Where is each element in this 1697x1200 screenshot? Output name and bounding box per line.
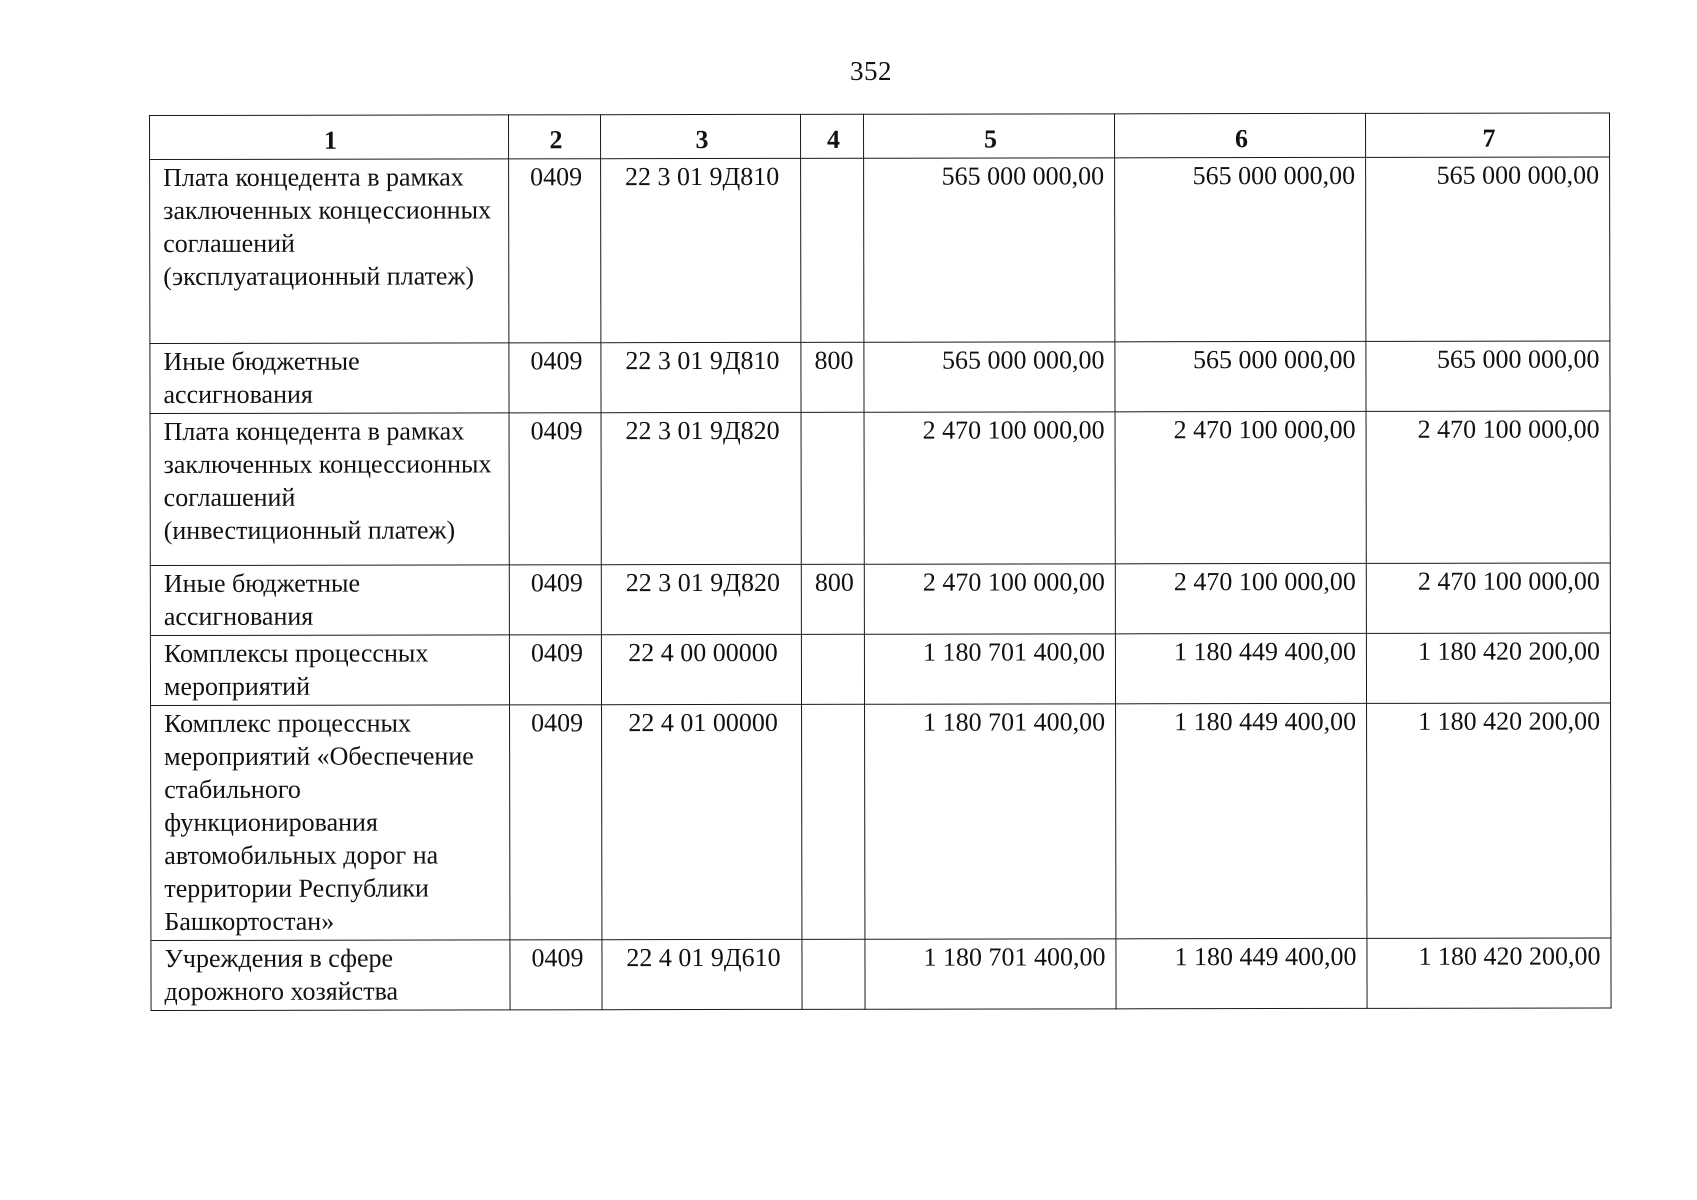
row-amount-6: 565 000 000,00 bbox=[1115, 157, 1366, 341]
row-amount-5: 1 180 701 400,00 bbox=[865, 939, 1116, 1009]
row-section: 0409 bbox=[509, 565, 601, 635]
table-row bbox=[151, 938, 1611, 1011]
row-code: 22 3 01 9Д820 bbox=[601, 412, 801, 564]
table-row bbox=[150, 633, 1610, 706]
row-type bbox=[802, 939, 865, 1009]
row-name: Иные бюджетные ассигнования bbox=[150, 343, 509, 414]
row-section: 0409 bbox=[509, 343, 601, 413]
row-name: Иные бюджетные ассигнования bbox=[150, 565, 509, 636]
row-amount-5: 565 000 000,00 bbox=[864, 342, 1115, 412]
page-number: 352 bbox=[850, 56, 892, 86]
row-code: 22 3 01 9Д810 bbox=[601, 342, 801, 412]
row-amount-6: 565 000 000,00 bbox=[1115, 341, 1366, 411]
row-name: Учреждения в сфере дорожного хозяйства bbox=[151, 940, 510, 1011]
row-amount-7: 565 000 000,00 bbox=[1366, 341, 1610, 411]
row-code: 22 4 00 00000 bbox=[601, 634, 801, 704]
column-header-3: 3 bbox=[601, 114, 801, 158]
row-section: 0409 bbox=[510, 705, 602, 940]
row-amount-7: 2 470 100 000,00 bbox=[1366, 411, 1610, 563]
row-amount-6: 1 180 449 400,00 bbox=[1116, 938, 1367, 1008]
row-code: 22 4 01 00000 bbox=[602, 704, 802, 939]
row-amount-7: 1 180 420 200,00 bbox=[1366, 633, 1610, 703]
row-type bbox=[802, 704, 865, 939]
row-code: 22 3 01 9Д810 bbox=[601, 158, 801, 342]
row-amount-7: 1 180 420 200,00 bbox=[1367, 703, 1611, 938]
row-amount-7: 565 000 000,00 bbox=[1366, 157, 1610, 341]
row-amount-5: 2 470 100 000,00 bbox=[864, 412, 1115, 564]
budget-table bbox=[149, 112, 1612, 1011]
row-type: 800 bbox=[801, 564, 864, 634]
row-name: Плата концедента в рамках заключенных концессионных соглашений (инвестиционный платеж) bbox=[150, 413, 509, 566]
row-amount-6: 2 470 100 000,00 bbox=[1115, 411, 1366, 563]
row-name: Комплекс процессных мероприятий «Обеспечение стабильного функционирования автомобильных дорог на территории Республики Башкортостан» bbox=[151, 705, 510, 941]
row-amount-5: 565 000 000,00 bbox=[864, 158, 1115, 342]
column-header-2: 2 bbox=[509, 115, 601, 159]
row-name: Комплексы процессных мероприятий bbox=[150, 635, 509, 706]
row-amount-5: 2 470 100 000,00 bbox=[864, 564, 1115, 634]
table-row bbox=[150, 341, 1610, 414]
row-section: 0409 bbox=[509, 635, 601, 705]
column-header-5: 5 bbox=[863, 114, 1114, 158]
column-header-4: 4 bbox=[800, 114, 863, 158]
row-type: 800 bbox=[801, 342, 864, 412]
row-name: Плата концедента в рамках заключенных концессионных соглашений (эксплуатационный платеж) bbox=[150, 159, 509, 344]
table-row bbox=[151, 703, 1611, 941]
row-amount-6: 1 180 449 400,00 bbox=[1115, 633, 1366, 703]
column-header-1: 1 bbox=[150, 115, 509, 160]
table-body bbox=[150, 157, 1611, 1011]
table-row bbox=[150, 411, 1610, 566]
row-amount-5: 1 180 701 400,00 bbox=[865, 704, 1116, 939]
row-amount-6: 2 470 100 000,00 bbox=[1115, 563, 1366, 633]
row-code: 22 4 01 9Д610 bbox=[602, 939, 802, 1009]
column-header-7: 7 bbox=[1365, 113, 1609, 157]
row-section: 0409 bbox=[510, 940, 602, 1010]
row-amount-6: 1 180 449 400,00 bbox=[1116, 703, 1367, 938]
row-code: 22 3 01 9Д820 bbox=[601, 564, 801, 634]
row-type bbox=[801, 412, 864, 564]
row-type bbox=[801, 634, 864, 704]
table-row bbox=[150, 563, 1610, 636]
row-section: 0409 bbox=[509, 413, 601, 565]
table-header bbox=[150, 113, 1610, 160]
row-amount-7: 2 470 100 000,00 bbox=[1366, 563, 1610, 633]
row-amount-7: 1 180 420 200,00 bbox=[1367, 938, 1611, 1008]
header-row bbox=[150, 113, 1610, 160]
row-amount-5: 1 180 701 400,00 bbox=[864, 634, 1115, 704]
table-row bbox=[150, 157, 1610, 344]
row-section: 0409 bbox=[509, 159, 601, 343]
row-type bbox=[801, 158, 864, 342]
column-header-6: 6 bbox=[1114, 113, 1365, 157]
